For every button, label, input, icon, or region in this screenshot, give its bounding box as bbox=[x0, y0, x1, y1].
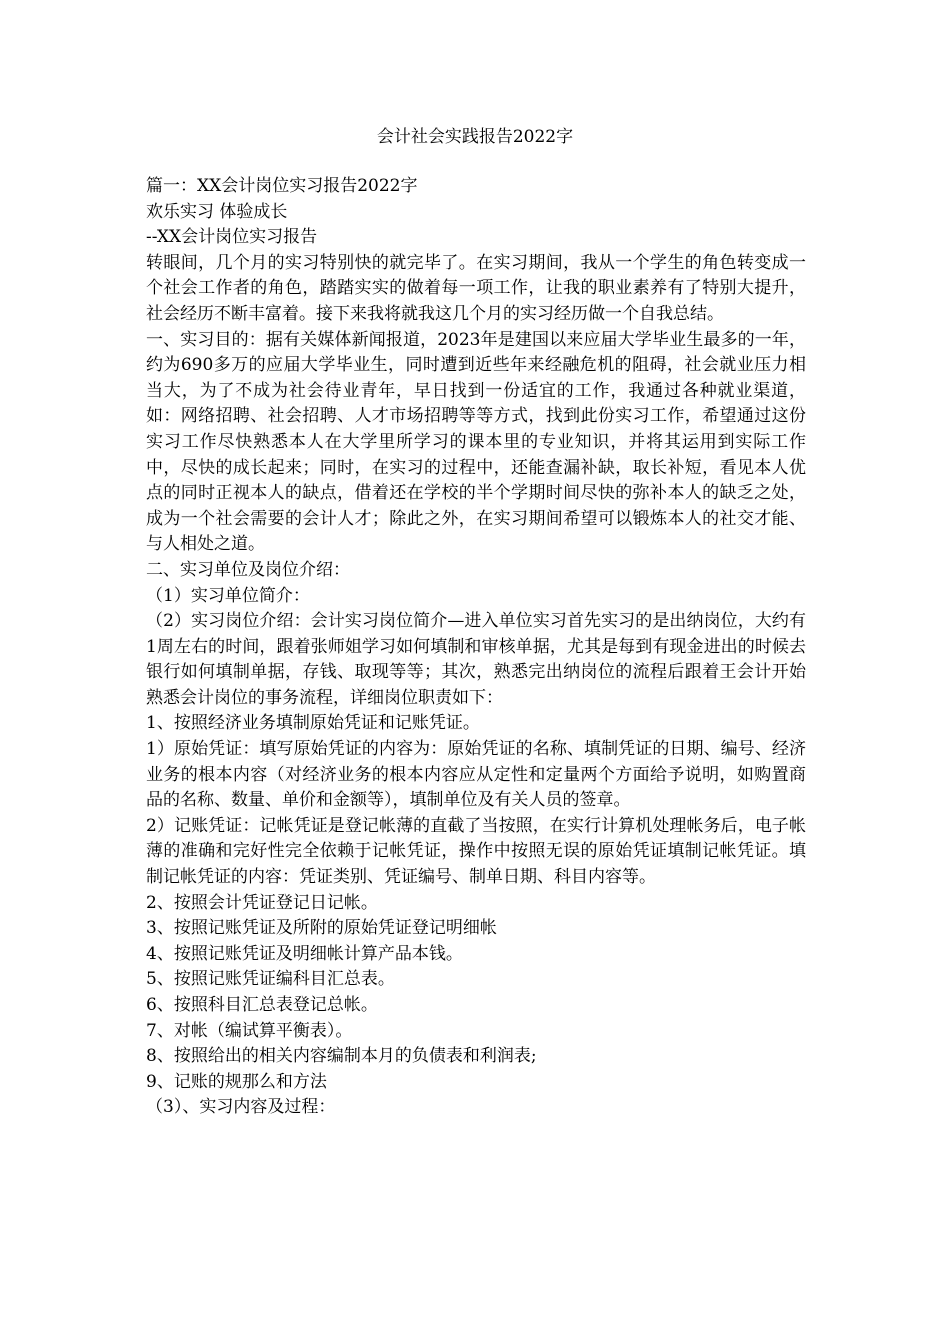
list-item: 5、按照记账凭证编科目汇总表。 bbox=[146, 969, 395, 990]
list-item: 4、按照记账凭证及明细帐计算产品本钱。 bbox=[146, 943, 463, 964]
paragraph-accounting-voucher: 2）记账凭证：记帐凭证是登记帐薄的直截了当按照，在实行计算机处理帐务后，电子帐薄的准确和完好性完全依赖于记帐凭证，操作中按照无误的原始凭证填制记帐凭证。填制记帐凭证的内容：凭证类别、凭证编号、制单日期、科目内容等。 bbox=[146, 815, 806, 888]
paragraph-section-2: 二、实习单位及岗位介绍： bbox=[146, 559, 350, 580]
paragraph-subtitle-2: --XX会计岗位实习报告 bbox=[146, 227, 318, 248]
list-item: 1、按照经济业务填制原始凭证和记账凭证。 bbox=[146, 713, 480, 734]
paragraph-original-voucher: 1）原始凭证：填写原始凭证的内容为：原始凭证的名称、填制凭证的日期、编号、经济业务的根本内容（对经济业务的根本内容应从定性和定量两个方面给予说明，如购置商品的名称、数量、单价和金额等），填制单位及有关人员的签章。 bbox=[146, 739, 806, 811]
paragraph-subtitle: 欢乐实习 体验成长 bbox=[146, 201, 288, 222]
paragraph-intro: 转眼间，几个月的实习特别快的就完毕了。在实习期间，我从一个学生的角色转变成一个社会工作者的角色，踏踏实实的做着每一项工作，让我的职业素养有了特别大提升，社会经历不断丰富着。接下来我将就我这几个月的实习经历做一个自我总结。 bbox=[146, 252, 806, 324]
list-item: 3、按照记账凭证及所附的原始凭证登记明细帐 bbox=[146, 918, 497, 939]
paragraph-purpose: 一、实习目的：据有关媒体新闻报道，2023年是建国以来应届大学毕业生最多的一年，约为690多万的应届大学毕业生，同时遭到近些年来经融危机的阻碍，社会就业压力相当大，为了不成为社会待业青年，早日找到一份适宜的工作，我通过各种就业渠道，如：网络招聘、社会招聘、人才市场招聘等等方式，找到此份实习工作，希望通过这份实习工作尽快熟悉本人在大学里所学习的课本里的专业知识，并将其运用到实际工作中，尽快的成长起来；同时，在实习的过程中，还能查漏补缺，取长补短，看见本人优点的同时正视本人的缺点，借着还在学校的半个学期时间尽快的弥补本人的缺乏之处，成为一个社会需要的会计人才；除此之外，在实习期间希望可以锻炼本人的社交才能、与人相处之道。 bbox=[146, 329, 806, 555]
document-title: 会计社会实践报告2022字 bbox=[376, 127, 574, 147]
list-item: 9、记账的规那么和方法 bbox=[146, 1071, 327, 1092]
paragraph-heading-part1: 篇一：XX会计岗位实习报告2022字 bbox=[146, 176, 418, 196]
paragraph-unit-intro: （1）实习单位简介： bbox=[146, 585, 310, 606]
list-item: 2、按照会计凭证登记日记帐。 bbox=[146, 892, 378, 913]
list-item: 8、按照给出的相关内容编制本月的负债表和利润表; bbox=[146, 1046, 537, 1067]
paragraph-position-intro: （2）实习岗位介绍：会计实习岗位简介—进入单位实习首先实习的是出纳岗位，大约有1周左右的时间，跟着张师姐学习如何填制和审核单据，尤其是每到有现金进出的时候去银行如何填制单据，存钱、取现等等；其次，熟悉完出纳岗位的流程后跟着王会计开始熟悉会计岗位的事务流程，详细岗位职责如下： bbox=[146, 611, 806, 708]
document-body bbox=[146, 174, 806, 1121]
list-item: 6、按照科目汇总表登记总帐。 bbox=[146, 995, 378, 1015]
list-item: 7、对帐（编试算平衡表）。 bbox=[146, 1020, 353, 1041]
paragraph-section-3: （3）、实习内容及过程： bbox=[146, 1097, 336, 1118]
